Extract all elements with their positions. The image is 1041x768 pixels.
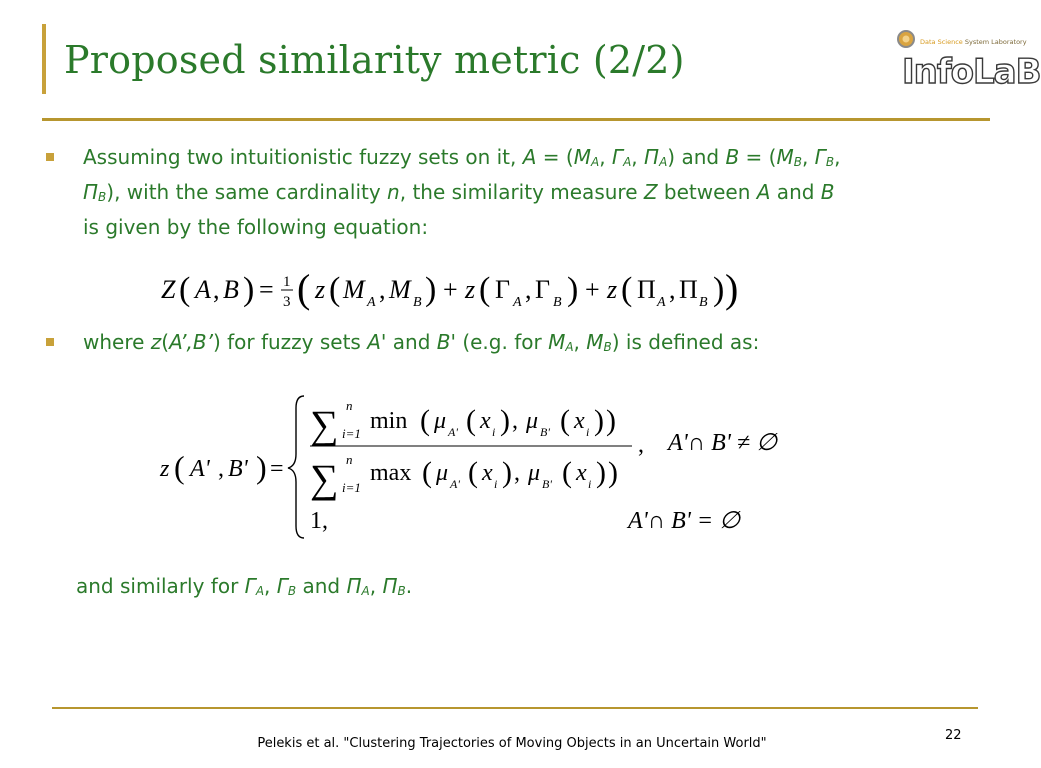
svg-text:A': A' bbox=[450, 477, 460, 491]
svg-text:B': B' bbox=[228, 456, 248, 482]
svg-text:i=1: i=1 bbox=[342, 480, 361, 495]
svg-text:,: , bbox=[379, 275, 386, 304]
svg-text:,: , bbox=[514, 460, 520, 486]
svg-text:,: , bbox=[669, 275, 676, 304]
svg-text:): ) bbox=[725, 266, 739, 311]
logo-wordmark: InfoLaB bbox=[902, 52, 1041, 92]
svg-text:x: x bbox=[574, 408, 585, 434]
svg-text:(: ( bbox=[297, 266, 311, 311]
svg-text:B': B' bbox=[542, 477, 552, 491]
svg-text:,: , bbox=[218, 456, 224, 482]
bullet-marker bbox=[46, 153, 54, 161]
svg-text:x: x bbox=[482, 460, 493, 486]
footer-divider bbox=[52, 707, 978, 709]
closing-text: and similarly for $\Gamma_A$, $\Gamma_B$ and $\Pi_A$, $\Pi_B$. bbox=[76, 574, 413, 598]
svg-text:x: x bbox=[480, 408, 491, 434]
svg-text:A: A bbox=[513, 295, 522, 310]
svg-text:(: ( bbox=[174, 449, 185, 485]
logo-ring-icon bbox=[895, 28, 917, 50]
svg-text:z: z bbox=[607, 275, 618, 304]
svg-text:Π: Π bbox=[637, 275, 656, 304]
svg-text:B: B bbox=[223, 275, 239, 304]
svg-text:,: , bbox=[512, 408, 518, 434]
page-number: 22 bbox=[945, 728, 962, 743]
svg-text:(: ( bbox=[479, 271, 491, 308]
svg-text:M: M bbox=[389, 275, 411, 304]
svg-text:): ) bbox=[500, 404, 510, 437]
svg-text:A: A bbox=[657, 295, 666, 310]
svg-text:,: , bbox=[638, 432, 644, 458]
svg-text:(: ( bbox=[179, 271, 191, 308]
svg-text:A': A' bbox=[190, 456, 210, 482]
svg-text:i: i bbox=[586, 425, 590, 439]
svg-text:i: i bbox=[588, 477, 592, 491]
svg-text:1: 1 bbox=[283, 274, 291, 290]
svg-text:z: z bbox=[465, 275, 476, 304]
svg-text:μ: μ bbox=[434, 408, 447, 434]
svg-text:∑: ∑ bbox=[310, 402, 339, 447]
logo-tagline: Data Science System Laboratory bbox=[920, 38, 1027, 46]
svg-text:): ) bbox=[713, 271, 725, 308]
svg-text:): ) bbox=[502, 456, 512, 489]
svg-text:(: ( bbox=[621, 271, 633, 308]
svg-text:3: 3 bbox=[283, 294, 291, 310]
svg-text:A'∩ B' = ∅: A'∩ B' = ∅ bbox=[628, 508, 741, 534]
svg-text:): ) bbox=[608, 456, 618, 489]
svg-text:(: ( bbox=[420, 404, 430, 437]
svg-text:): ) bbox=[567, 271, 579, 308]
svg-text:): ) bbox=[243, 271, 255, 308]
infolab-logo bbox=[892, 28, 1041, 98]
svg-text:B: B bbox=[413, 295, 422, 310]
bullet-1-text: Assuming two intuitionistic fuzzy sets on it, $A = (M_A$, $\Gamma_A$, $\Pi_A$) and $B = (M_B$, $\Gamma_B$, $\Pi_B$), with the same cardinality n, the similarity measure Z between A and B is given by the following equation: bbox=[83, 145, 841, 239]
svg-text:M: M bbox=[343, 275, 365, 304]
svg-text:A: A bbox=[367, 295, 376, 310]
svg-text:i: i bbox=[494, 477, 498, 491]
svg-text:B: B bbox=[699, 295, 708, 310]
svg-text:n: n bbox=[346, 398, 353, 413]
svg-text:A': A' bbox=[448, 425, 458, 439]
bullet-marker bbox=[46, 338, 54, 346]
svg-text:n: n bbox=[346, 452, 353, 467]
similarity-equation-Z bbox=[155, 262, 855, 318]
svg-text:z: z bbox=[160, 456, 170, 482]
svg-text:+: + bbox=[443, 275, 458, 304]
slide-title: Proposed similarity metric (2/2) bbox=[64, 38, 685, 82]
title-divider bbox=[42, 118, 990, 121]
svg-text:(: ( bbox=[562, 456, 572, 489]
svg-text:): ) bbox=[425, 271, 437, 308]
svg-text:(: ( bbox=[468, 456, 478, 489]
svg-text:=: = bbox=[270, 456, 284, 482]
similarity-equation-z bbox=[158, 392, 818, 542]
svg-text:): ) bbox=[606, 404, 616, 437]
svg-text:,: , bbox=[525, 275, 532, 304]
svg-text:(: ( bbox=[329, 271, 341, 308]
svg-text:Γ: Γ bbox=[495, 275, 511, 304]
svg-text:(: ( bbox=[422, 456, 432, 489]
svg-text:z: z bbox=[315, 275, 326, 304]
svg-text:(: ( bbox=[466, 404, 476, 437]
svg-text:i: i bbox=[492, 425, 496, 439]
svg-text:B': B' bbox=[540, 425, 550, 439]
svg-text:Π: Π bbox=[679, 275, 698, 304]
svg-text:,: , bbox=[213, 275, 220, 304]
svg-text:x: x bbox=[576, 460, 587, 486]
svg-text:): ) bbox=[594, 404, 604, 437]
svg-text:μ: μ bbox=[526, 408, 539, 434]
svg-text:1,: 1, bbox=[310, 508, 328, 534]
svg-text:μ: μ bbox=[436, 460, 449, 486]
svg-text:): ) bbox=[596, 456, 606, 489]
svg-text:A: A bbox=[195, 275, 211, 304]
svg-text:=: = bbox=[259, 275, 274, 304]
svg-text:A'∩ B' ≠ ∅: A'∩ B' ≠ ∅ bbox=[668, 430, 777, 456]
title-accent-bar bbox=[42, 24, 46, 94]
svg-text:μ: μ bbox=[528, 460, 541, 486]
svg-text:∑: ∑ bbox=[310, 456, 339, 501]
svg-text:B: B bbox=[553, 295, 562, 310]
eq1-Z: Z bbox=[161, 275, 176, 304]
svg-text:i=1: i=1 bbox=[342, 426, 361, 441]
svg-text:min: min bbox=[370, 408, 408, 434]
svg-text:+: + bbox=[585, 275, 600, 304]
citation-footer: Pelekis et al. "Clustering Trajectories of Moving Objects in an Uncertain World" bbox=[257, 736, 767, 751]
svg-text:): ) bbox=[256, 449, 267, 485]
bullet-2-text: where z(A’,B’) for fuzzy sets A' and B' (e.g. for $M_A$, $M_B$) is defined as: bbox=[83, 330, 760, 354]
svg-text:Γ: Γ bbox=[535, 275, 551, 304]
svg-text:(: ( bbox=[560, 404, 570, 437]
svg-text:max: max bbox=[370, 460, 412, 486]
